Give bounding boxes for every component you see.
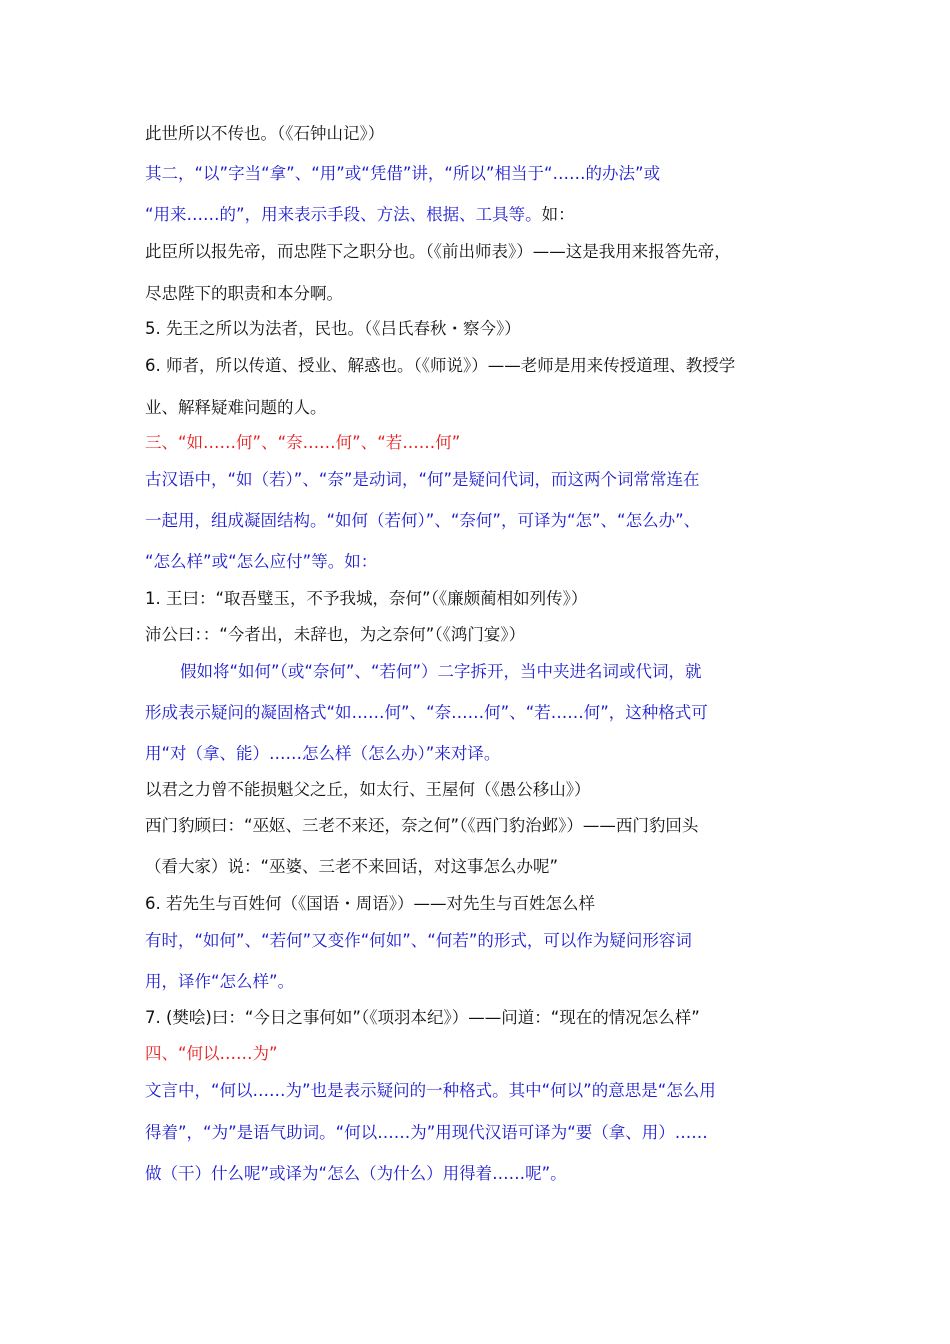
section-heading: 四、“何以……为” [145, 1044, 278, 1063]
section-heading: 三、“如……何”、“奈……何”、“若……何” [145, 433, 461, 452]
text-line: 用“对（拿、能）……怎么样（怎么办）”来对译。 [145, 744, 501, 763]
text-line: 西门豹顾曰：“巫妪、三老不来还，奈之何”（《西门豹治邺》）——西门豹回头 [145, 816, 699, 835]
text-line: 6. 若先生与百姓何（《国语・周语》）——对先生与百姓怎么样 [145, 894, 595, 913]
text-line [145, 204, 575, 226]
text-segment: “用来……的”，用来表示手段、方法、根据、工具等。 [145, 205, 542, 224]
text-line: 用，译作“怎么样”。 [145, 972, 295, 991]
text-line: 其二，“以”字当“拿”、“用”或“凭借”讲，“所以”相当于“……的办法”或 [145, 164, 661, 183]
text-line: 文言中，“何以……为”也是表示疑问的一种格式。其中“何以”的意思是“怎么用 [145, 1081, 716, 1100]
text-line: 6. 师者，所以传道、授业、解惑也。（《师说》）——老师是用来传授道理、教授学 [145, 356, 736, 375]
text-line: 形成表示疑问的凝固格式“如……何”、“奈……何”、“若……何”，这种格式可 [145, 703, 708, 722]
text-line: 业、解释疑难问题的人。 [145, 398, 327, 417]
text-line: 沛公曰：：“今者出，未辞也，为之奈何”（《鸿门宴》） [145, 625, 526, 644]
text-line: 以君之力曾不能损魁父之丘，如太行、王屋何（《愚公移山》） [145, 780, 591, 799]
text-line: “怎么样”或“怎么应付”等。如： [145, 552, 378, 571]
text-line: 古汉语中，“如（若）”、“奈”是动词，“何”是疑问代词，而这两个词常常连在 [145, 470, 700, 489]
text-line: 假如将“如何”（或“奈何”、“若何”）二字拆开，当中夹进名词或代词，就 [180, 662, 702, 681]
text-line: 得着”，“为”是语气助词。“何以……为”用现代汉语可译为“要（拿、用）…… [145, 1123, 708, 1142]
text-segment: 如： [541, 205, 575, 224]
text-line: 7. (樊哙)曰：“今日之事何如”（《项羽本纪》）——问道：“现在的情况怎么样” [145, 1008, 700, 1027]
text-line: 有时，“如何”、“若何”又变作“何如”、“何若”的形式，可以作为疑问形容词 [145, 931, 692, 950]
text-line: 一起用，组成凝固结构。“如何（若何）”、“奈何”，可译为“怎”、“怎么办”、 [145, 511, 701, 530]
text-line: 尽忠陛下的职责和本分啊。 [145, 284, 343, 303]
text-line: 做（干）什么呢”或译为“怎么（为什么）用得着……呢”。 [145, 1164, 567, 1183]
text-line: 5. 先王之所以为法者，民也。（《吕氏春秋・察今》） [145, 319, 521, 338]
text-line: （看大家）说：“巫婆、三老不来回话，对这事怎么办呢” [145, 857, 559, 876]
text-line: 此臣所以报先帝，而忠陛下之职分也。（《前出师表》）——这是我用来报答先帝， [145, 242, 731, 261]
text-line: 1. 王曰：“取吾璧玉，不予我城，奈何”（《廉颇蔺相如列传》） [145, 589, 588, 608]
text-line: 此世所以不传也。（《石钟山记》） [145, 124, 385, 143]
